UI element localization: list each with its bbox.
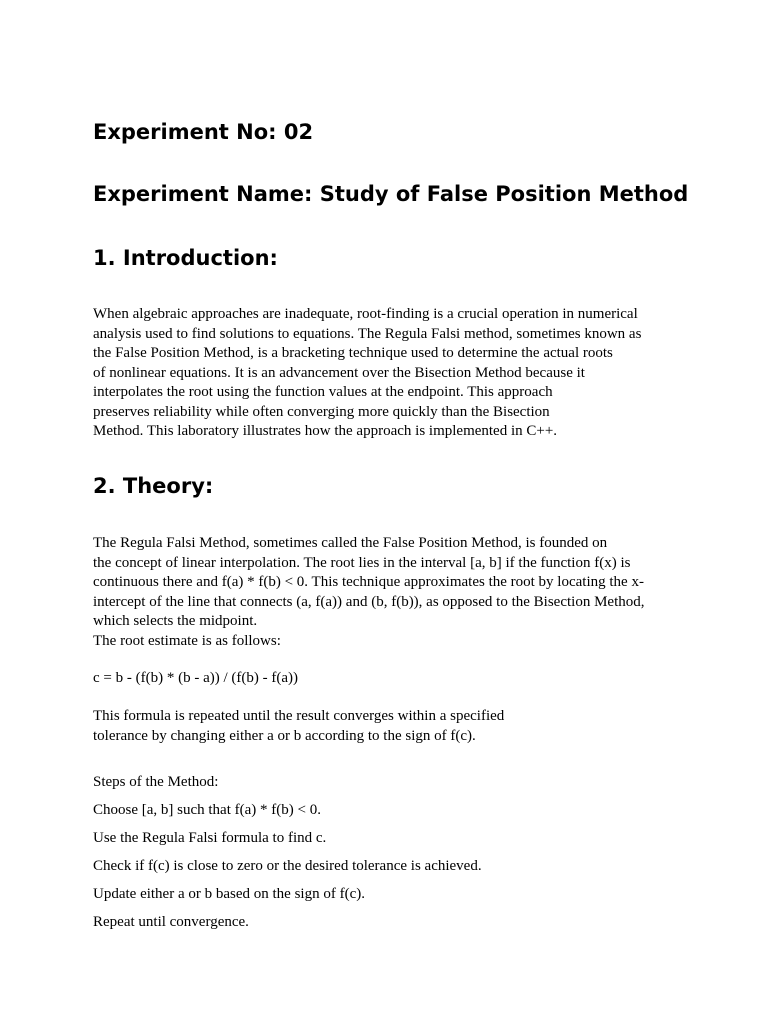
step-item: Update either a or b based on the sign of f(c). <box>93 886 365 902</box>
introduction-paragraph <box>93 305 693 442</box>
paragraph-line: intercept of the line that connects (a, f(a)) and (b, f(b)), as opposed to the Bisection Method, <box>93 593 645 610</box>
paragraph-line: tolerance by changing either a or b according to the sign of f(c). <box>93 727 476 744</box>
steps-title-text: Steps of the Method: <box>93 774 219 790</box>
formula-text: c = b - (f(b) * (b - a)) / (f(b) - f(a)) <box>93 670 299 686</box>
paragraph-line: of nonlinear equations. It is an advancement over the Bisection Method because it <box>93 364 585 381</box>
step-item: Use the Regula Falsi formula to find c. <box>93 830 327 846</box>
paragraph-line: interpolates the root using the function values at the endpoint. This approach <box>93 384 553 400</box>
experiment-name-heading: Experiment Name: Study of False Position Method <box>93 182 689 206</box>
paragraph-line: continuous there and f(a) * f(b) < 0. This technique approximates the root by locating the x- <box>93 574 644 590</box>
paragraph-line: Method. This laboratory illustrates how the approach is implemented in C++. <box>93 423 558 439</box>
regula-falsi-formula <box>93 669 693 689</box>
paragraph-line: analysis used to find solutions to equations. The Regula Falsi method, sometimes known as <box>93 325 642 342</box>
steps-title <box>93 773 693 793</box>
paragraph-line: This formula is repeated until the result converges within a specified <box>93 708 505 724</box>
paragraph-line: The Regula Falsi Method, sometimes called the False Position Method, is founded on <box>93 535 608 551</box>
paragraph-line: The root estimate is as follows: <box>93 632 281 649</box>
step-item: Check if f(c) is close to zero or the desired tolerance is achieved. <box>93 858 482 874</box>
theory-heading: 2. Theory: <box>93 474 214 498</box>
paragraph-line: the False Position Method, is a bracketing technique used to determine the actual roots <box>93 345 613 361</box>
introduction-heading: 1. Introduction: <box>93 246 278 270</box>
experiment-number-heading: Experiment No: 02 <box>93 120 314 144</box>
paragraph-line: preserves reliability while often converging more quickly than the Bisection <box>93 403 550 420</box>
paragraph-line: When algebraic approaches are inadequate, root-finding is a crucial operation in numerical <box>93 306 638 322</box>
step-item: Repeat until convergence. <box>93 914 249 930</box>
theory-paragraph <box>93 534 693 651</box>
paragraph-line: which selects the midpoint. <box>93 613 258 629</box>
convergence-paragraph <box>93 707 693 746</box>
step-item: Choose [a, b] such that f(a) * f(b) < 0. <box>93 802 321 818</box>
paragraph-line: the concept of linear interpolation. The root lies in the interval [a, b] if the function f(x) is <box>93 554 631 571</box>
